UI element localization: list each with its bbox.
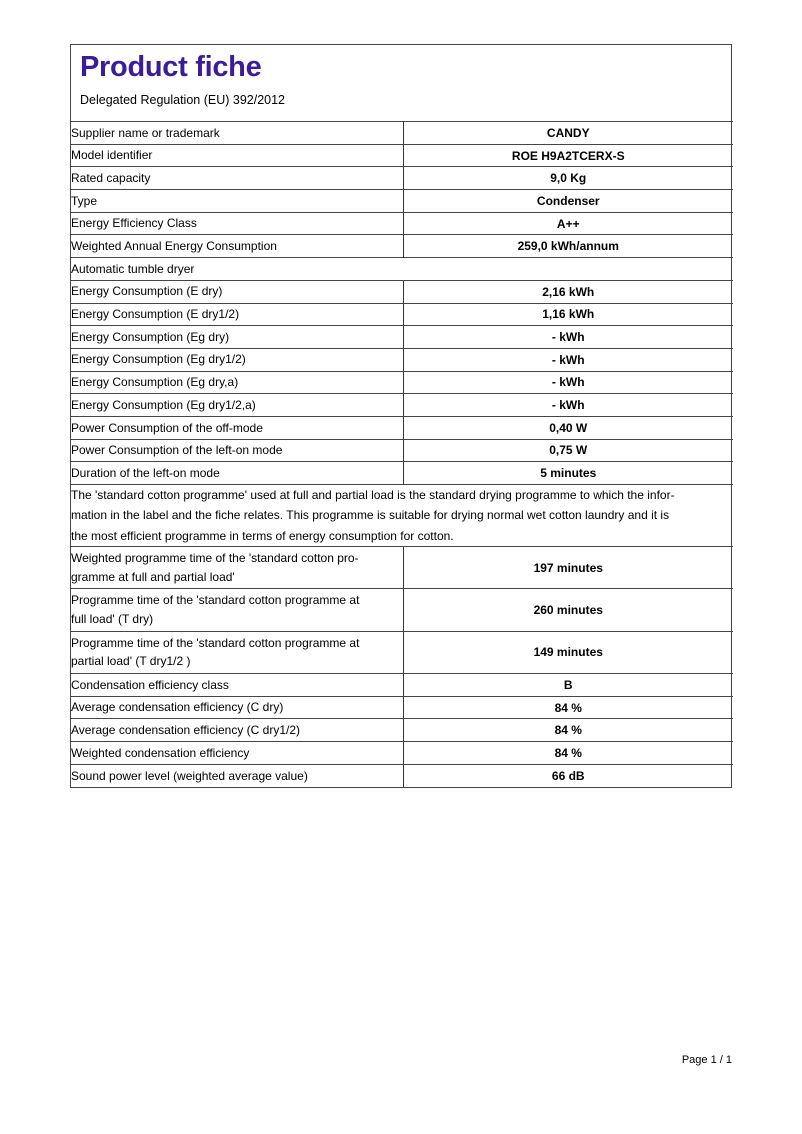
page-subtitle: Delegated Regulation (EU) 392/2012 — [80, 93, 285, 108]
row-value: 197 minutes — [403, 546, 733, 588]
row-label — [71, 631, 403, 673]
product-fiche-document — [70, 44, 732, 788]
label-line: Weighted programme time of the 'standard cotton pro- — [71, 551, 359, 566]
table-row — [71, 212, 733, 235]
row-value: 1,16 kWh — [403, 303, 733, 326]
row-label: Power Consumption of the left-on mode — [71, 439, 403, 462]
table-row — [71, 326, 733, 349]
table-row — [71, 696, 733, 719]
label-line: gramme at full and partial load' — [71, 569, 235, 584]
table-row — [71, 462, 733, 485]
table-row — [71, 371, 733, 394]
label-line: full load' (T dry) — [71, 611, 154, 626]
row-value: 259,0 kWh/annum — [403, 235, 733, 258]
row-label: Sound power level (weighted average value) — [71, 764, 403, 787]
row-value: - kWh — [403, 348, 733, 371]
table-row — [71, 416, 733, 439]
table-section-row — [71, 258, 733, 281]
table-row — [71, 631, 733, 673]
note-line: the most efficient programme in terms of energy consumption for cotton. — [71, 528, 454, 543]
row-label: Energy Consumption (Eg dry) — [71, 326, 403, 349]
table-row — [71, 235, 733, 258]
row-value: - kWh — [403, 326, 733, 349]
product-fiche-table — [71, 121, 733, 787]
row-value: 84 % — [403, 742, 733, 765]
table-row — [71, 190, 733, 213]
row-value: 84 % — [403, 719, 733, 742]
row-value: 149 minutes — [403, 631, 733, 673]
row-label: Condensation efficiency class — [71, 674, 403, 697]
document-header — [71, 45, 731, 121]
table-row — [71, 394, 733, 417]
standard-programme-note — [71, 485, 733, 547]
row-label: Type — [71, 190, 403, 213]
row-value: 2,16 kWh — [403, 280, 733, 303]
row-label: Average condensation efficiency (C dry) — [71, 696, 403, 719]
table-row — [71, 764, 733, 787]
row-value: 0,75 W — [403, 439, 733, 462]
row-value: 84 % — [403, 696, 733, 719]
label-line: Programme time of the 'standard cotton programme at — [71, 635, 360, 650]
section-label: Automatic tumble dryer — [71, 258, 733, 281]
row-label: Energy Consumption (Eg dry1/2) — [71, 348, 403, 371]
row-value: - kWh — [403, 371, 733, 394]
table-row — [71, 546, 733, 588]
row-label: Supplier name or trademark — [71, 122, 403, 145]
row-value: 9,0 Kg — [403, 167, 733, 190]
table-row — [71, 742, 733, 765]
row-value: 0,40 W — [403, 416, 733, 439]
row-label: Energy Consumption (Eg dry,a) — [71, 371, 403, 394]
table-row — [71, 167, 733, 190]
row-value: Condenser — [403, 190, 733, 213]
row-label: Energy Efficiency Class — [71, 212, 403, 235]
table-row — [71, 589, 733, 631]
note-line: The 'standard cotton programme' used at full and partial load is the standard drying programme to which the infor- — [71, 488, 675, 502]
row-value: 66 dB — [403, 764, 733, 787]
row-label — [71, 589, 403, 631]
row-label: Rated capacity — [71, 167, 403, 190]
row-label: Power Consumption of the off-mode — [71, 416, 403, 439]
page-number: Page 1 / 1 — [681, 1054, 732, 1066]
row-value: CANDY — [403, 122, 733, 145]
row-label: Energy Consumption (E dry1/2) — [71, 303, 403, 326]
row-value: 260 minutes — [403, 589, 733, 631]
row-value: B — [403, 674, 733, 697]
row-value: - kWh — [403, 394, 733, 417]
table-row — [71, 144, 733, 167]
note-line: mation in the label and the fiche relates. This programme is suitable for drying normal wet cotton laundry and it is — [71, 508, 670, 523]
row-value: 5 minutes — [403, 462, 733, 485]
table-row — [71, 348, 733, 371]
table-row — [71, 303, 733, 326]
table-row — [71, 122, 733, 145]
table-row — [71, 719, 733, 742]
row-value: ROE H9A2TCERX-S — [403, 144, 733, 167]
row-label: Model identifier — [71, 144, 403, 167]
row-label: Weighted Annual Energy Consumption — [71, 235, 403, 258]
row-label: Weighted condensation efficiency — [71, 742, 403, 765]
page-title: Product fiche — [80, 51, 262, 83]
row-label: Duration of the left-on mode — [71, 462, 403, 485]
label-line: partial load' (T dry1/2 ) — [71, 654, 191, 669]
table-row — [71, 280, 733, 303]
label-line: Programme time of the 'standard cotton programme at — [71, 593, 360, 608]
row-label — [71, 546, 403, 588]
row-label: Energy Consumption (Eg dry1/2,a) — [71, 394, 403, 417]
row-label: Average condensation efficiency (C dry1/2) — [71, 719, 403, 742]
table-note-row — [71, 485, 733, 547]
table-row — [71, 439, 733, 462]
row-value: A++ — [403, 212, 733, 235]
table-row — [71, 674, 733, 697]
row-label: Energy Consumption (E dry) — [71, 280, 403, 303]
